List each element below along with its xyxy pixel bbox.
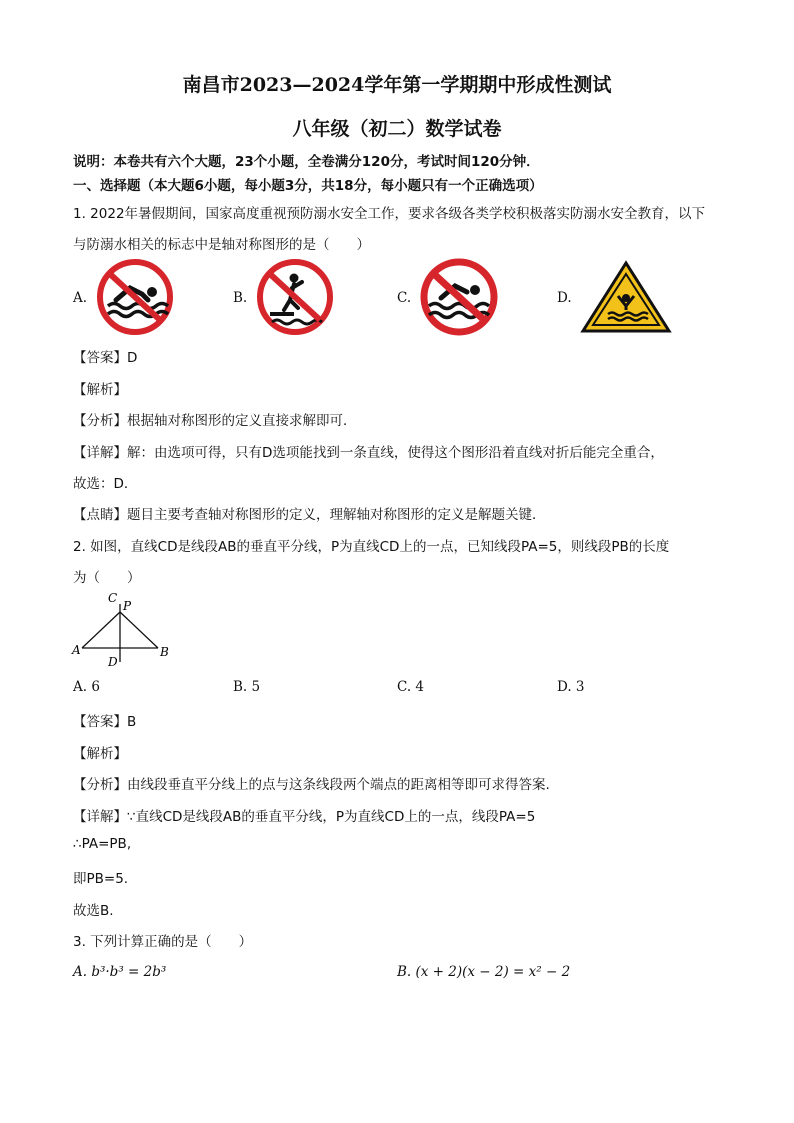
q2-fenxi: 【分析】由线段垂直平分线上的点与这条线段两个端点的距离相等即可求得答案. bbox=[73, 777, 550, 793]
drowning-warning-icon bbox=[580, 260, 672, 334]
label-c: C bbox=[108, 591, 118, 605]
q2-choose: 故选B. bbox=[73, 903, 114, 919]
q2-stem-line2: 为（ ） bbox=[73, 570, 141, 586]
label-p: P bbox=[123, 599, 132, 613]
q2-analysis-heading: 【解析】 bbox=[73, 746, 127, 762]
no-diving-sign-icon bbox=[254, 258, 336, 336]
q2-option-a: A. 6 bbox=[73, 679, 100, 695]
label-d: D bbox=[108, 655, 118, 669]
q1-option-a-label: A. bbox=[73, 290, 88, 306]
no-swimming-sign-icon bbox=[94, 258, 176, 336]
q1-fenxi: 【分析】根据轴对称图形的定义直接求解即可． bbox=[73, 413, 357, 429]
q1-option-b-label: B. bbox=[233, 290, 248, 306]
q2-answer: 【答案】B bbox=[73, 714, 137, 730]
q2-option-d: D. 3 bbox=[557, 679, 585, 695]
q3-stem: 3. 下列计算正确的是（ ） bbox=[73, 934, 253, 950]
q1-option-c-label: C. bbox=[397, 290, 412, 306]
exam-subtitle: 八年级（初二）数学试卷 bbox=[292, 118, 502, 140]
q2-stem-line1: 2. 如图，直线CD是线段AB的垂直平分线，P为直线CD上的一点，已知线段PA=5，则线段PB的长度 bbox=[73, 539, 670, 555]
q1-answer: 【答案】D bbox=[73, 350, 138, 366]
q1-option-d-label: D. bbox=[557, 290, 572, 306]
q2-option-c: C. 4 bbox=[397, 679, 425, 695]
q2-step1: ∴PA=PB, bbox=[73, 836, 132, 852]
q1-stem-line1: 1. 2022年暑假期间，国家高度重视预防溺水安全工作，要求各级各类学校积极落实防溺水安全教育，以下 bbox=[73, 206, 706, 222]
segment-pa bbox=[82, 612, 120, 648]
q1-analysis-heading: 【解析】 bbox=[73, 382, 127, 398]
q3-option-a: A. b³·b³ = 2b³ bbox=[73, 964, 167, 980]
perpendicular-bisector-figure bbox=[68, 590, 178, 672]
exam-title: 南昌市2023—2024学年第一学期期中形成性测试 bbox=[182, 74, 612, 96]
q1-choose: 故选：D． bbox=[73, 476, 138, 492]
label-b: B bbox=[160, 645, 169, 659]
q2-detail: 【详解】∵直线CD是线段AB的垂直平分线，P为直线CD上的一点，线段PA=5 bbox=[73, 809, 536, 825]
q2-step2: 即PB=5. bbox=[73, 871, 129, 887]
q2-option-b: B. 5 bbox=[233, 679, 261, 695]
instructions: 说明：本卷共有六个大题，23个小题，全卷满分120分，考试时间120分钟． bbox=[73, 154, 540, 170]
no-swimming-circle-icon bbox=[417, 258, 501, 336]
q1-comment: 【点睛】题目主要考查轴对称图形的定义，理解轴对称图形的定义是解题关键． bbox=[73, 507, 546, 523]
label-a: A bbox=[72, 643, 81, 657]
section-heading: 一、选择题（本大题6小题，每小题3分，共18分，每小题只有一个正确选项） bbox=[73, 178, 543, 194]
q3-option-b: B. (x + 2)(x − 2) = x² − 2 bbox=[397, 964, 571, 980]
q1-detail: 【详解】解：由选项可得，只有D选项能找到一条直线，使得这个图形沿着直线对折后能完全重合， bbox=[73, 445, 664, 461]
segment-pb bbox=[120, 612, 158, 648]
q1-stem-line2: 与防溺水相关的标志中是轴对称图形的是（ ） bbox=[73, 237, 370, 253]
